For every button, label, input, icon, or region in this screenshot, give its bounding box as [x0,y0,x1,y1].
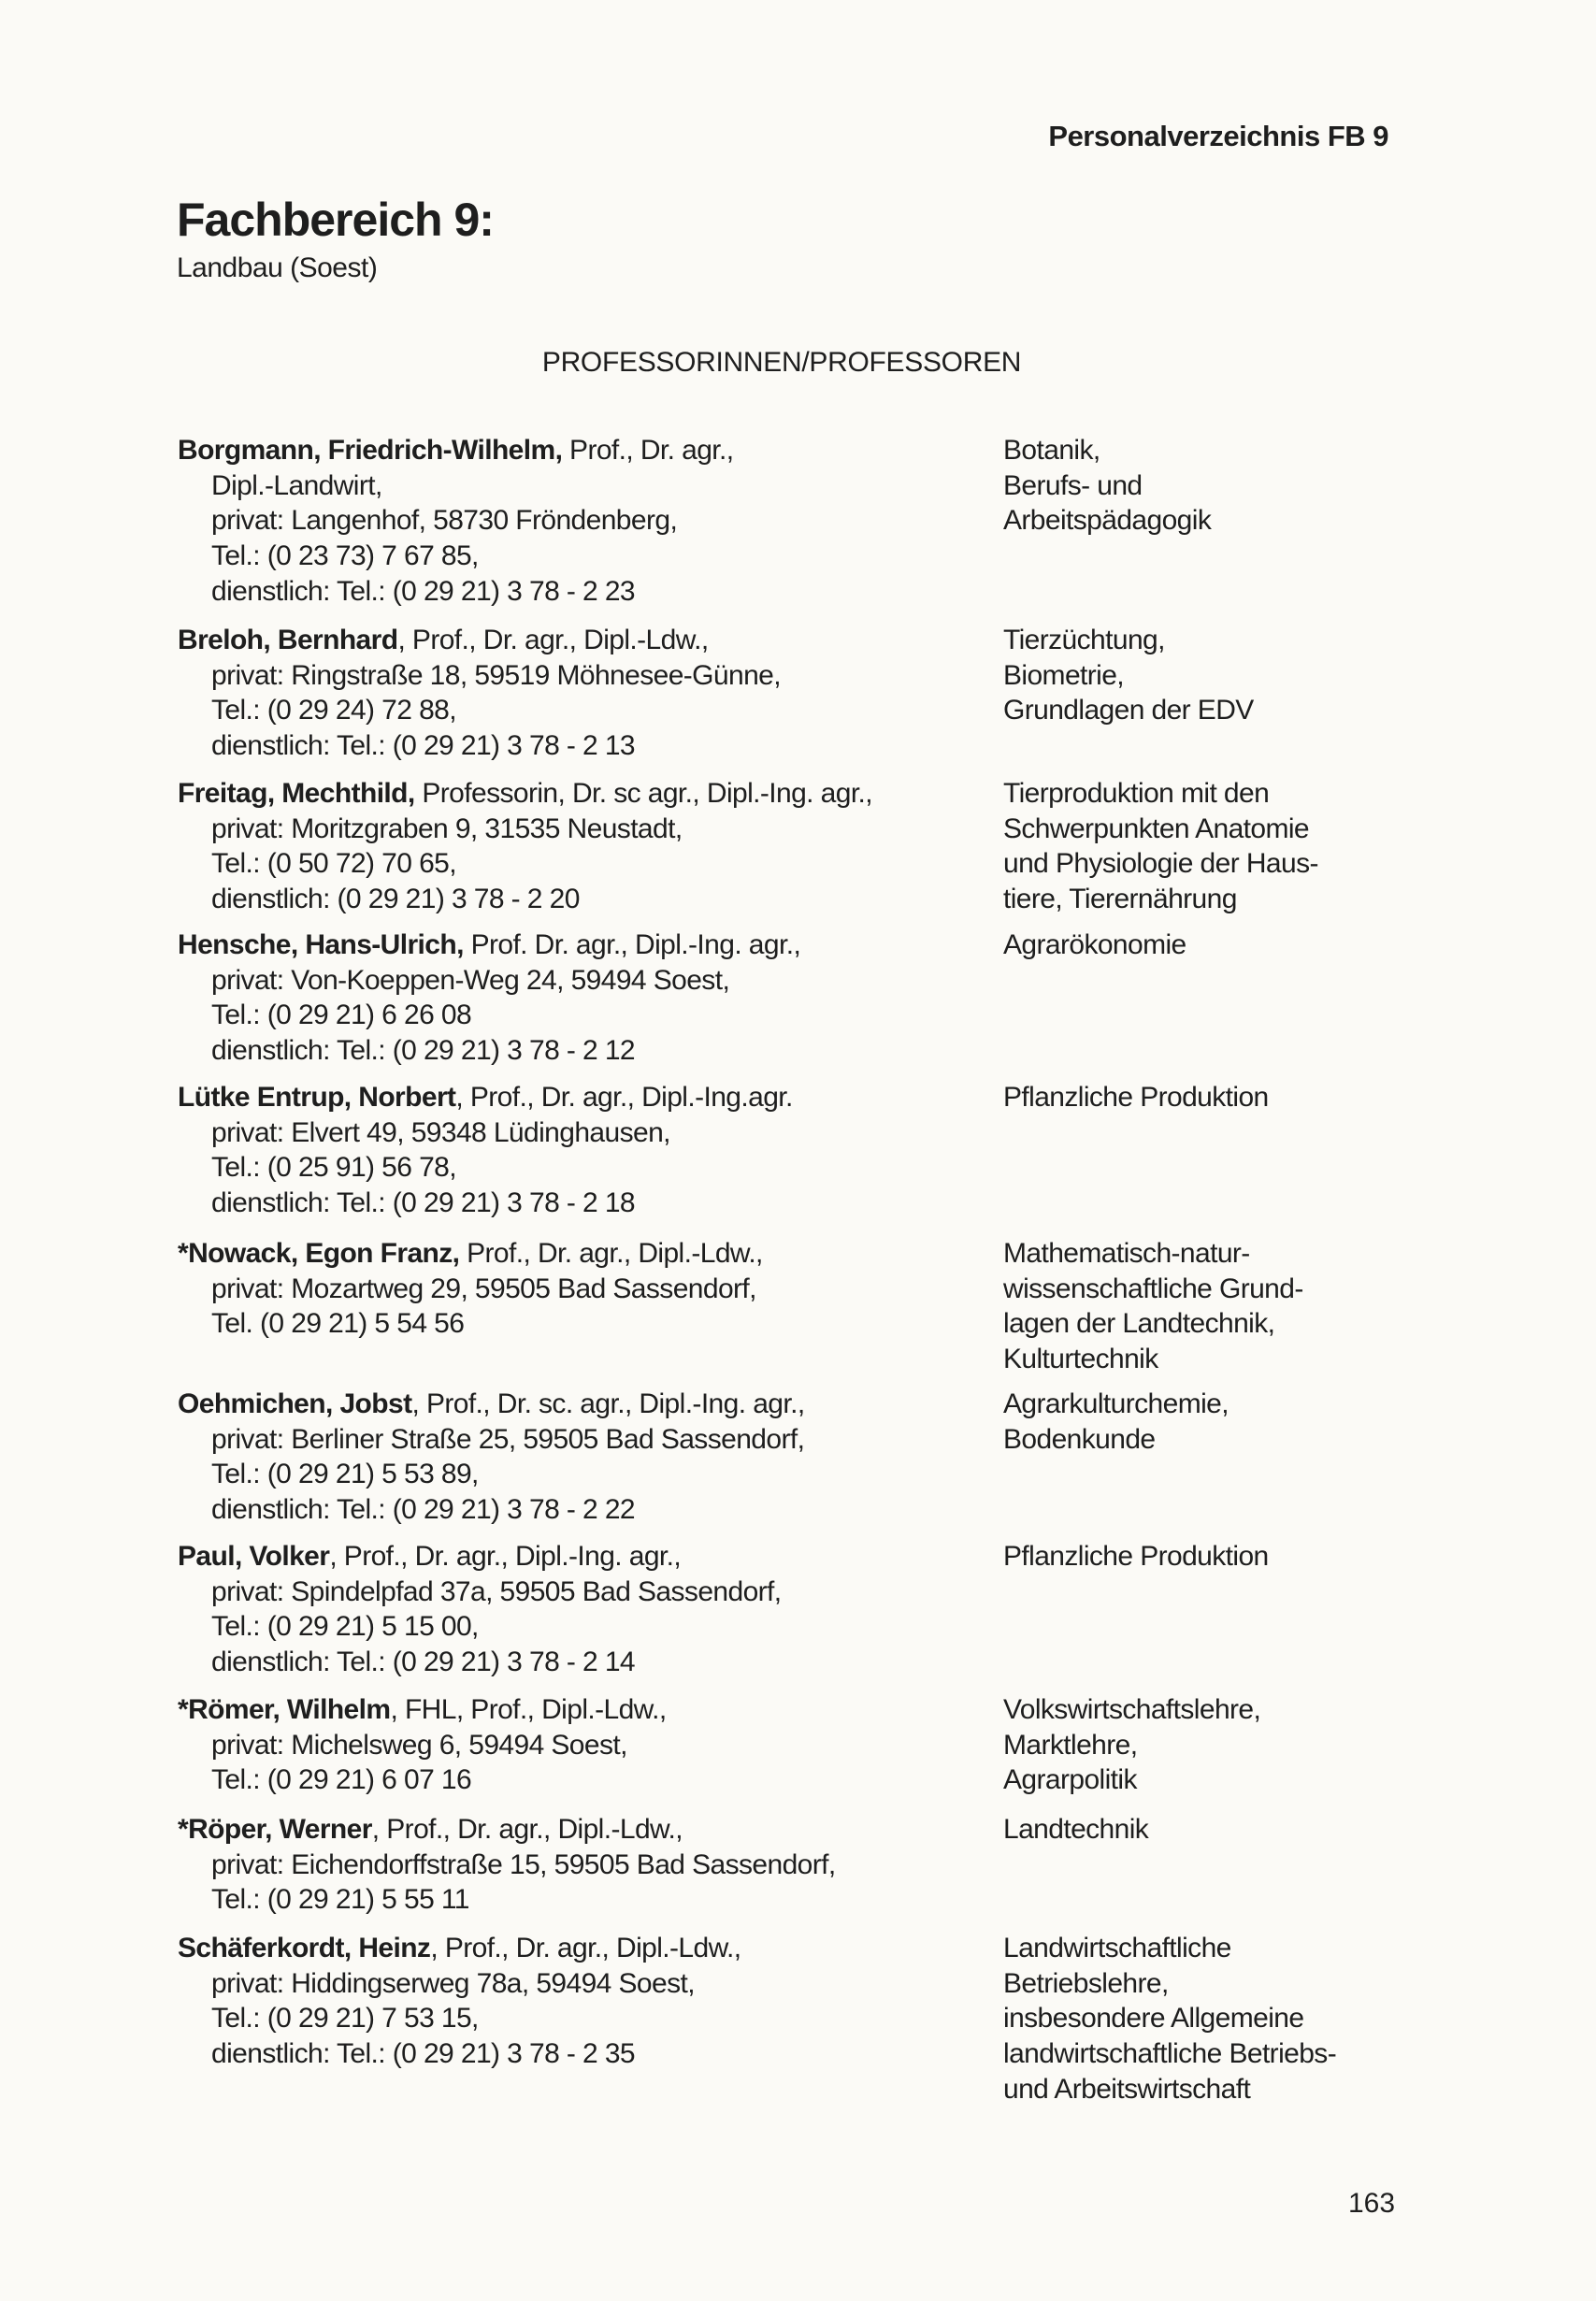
field-line: Pflanzliche Produktion [1003,1082,1269,1113]
entry-line: privat: Berliner Straße 25, 59505 Bad Sassendorf, [211,1423,805,1455]
entry-details [178,1692,1000,1798]
staff-name: Freitag, Mechthild, [178,778,415,809]
field-line: Bodenkunde [1003,1423,1156,1455]
field-line: Botanik, [1003,435,1100,466]
field-line: Tierproduktion mit den [1003,778,1270,809]
entry-field [1003,1080,1415,1115]
entry-field [1003,433,1415,539]
field-line: Tierzüchtung, [1003,625,1165,655]
entry-field [1003,1931,1415,2107]
field-line: Landwirtschaftliche [1003,1933,1231,1963]
entry-line: Tel.: (0 29 24) 72 88, [211,695,456,726]
staff-titles: , Prof., Dr. agr., Dipl.-Ldw., [371,1814,683,1845]
field-line: Grundlagen der EDV [1003,695,1254,726]
entry-line: Tel.: (0 29 21) 6 26 08 [211,999,472,1031]
entry-line: privat: Michelsweg 6, 59494 Soest, [211,1729,627,1761]
entry-field [1003,928,1415,963]
field-line: insbesondere Allgemeine [1003,2003,1304,2035]
staff-name: Hensche, Hans-Ulrich, [178,929,464,960]
entry-line: Tel.: (0 25 91) 56 78, [211,1152,456,1184]
staff-titles: , Prof., Dr. agr., Dipl.-Ldw., [397,625,709,655]
page-subtitle: Landbau (Soest) [177,252,378,283]
staff-titles: , FHL, Prof., Dipl.-Ldw., [390,1694,667,1725]
entry-first-line [178,1812,1000,1848]
entry-line: dienstlich: (0 29 21) 3 78 - 2 20 [211,884,580,915]
entry-details [178,1080,1000,1221]
entry-first-line [178,1236,1000,1272]
entry-line: privat: Moritzgraben 9, 31535 Neustadt, [211,813,683,844]
running-header: Personalverzeichnis FB 9 [1048,120,1388,152]
field-line: lagen der Landtechnik, [1003,1308,1275,1340]
field-line: Agrarpolitik [1003,1764,1137,1796]
entry-first-line [178,1539,1000,1575]
section-heading: PROFESSORINNEN/PROFESSOREN [541,347,1022,378]
entry-field [1003,1692,1415,1798]
field-line: Biometrie, [1003,659,1125,691]
entry-line: dienstlich: Tel.: (0 29 21) 3 78 - 2 13 [211,730,635,762]
entry-line: dienstlich: Tel.: (0 29 21) 3 78 - 2 14 [211,1647,635,1678]
staff-titles: , Prof., Dr. agr., Dipl.-Ldw., [430,1933,741,1963]
entry-first-line [178,1692,1000,1728]
field-line: Schwerpunkten Anatomie [1003,813,1310,844]
entry-field [1003,1812,1415,1848]
entry-field [1003,1387,1415,1457]
entry-line: Dipl.-Landwirt, [211,469,382,501]
entry-line: dienstlich: Tel.: (0 29 21) 3 78 - 2 22 [211,1494,635,1526]
staff-name: *Römer, Wilhelm [178,1694,391,1725]
field-line: Marktlehre, [1003,1729,1138,1761]
page-title: Fachbereich 9: [177,194,494,246]
staff-name: *Nowack, Egon Franz, [178,1238,460,1269]
staff-name: Oehmichen, Jobst [178,1388,412,1419]
staff-titles: , Prof., Dr. agr., Dipl.-Ing. agr., [329,1541,682,1572]
entry-line: privat: Von-Koeppen-Weg 24, 59494 Soest, [211,964,730,996]
entry-line: Tel.: (0 23 73) 7 67 85, [211,540,479,572]
entry-details [178,928,1000,1069]
field-line: tiere, Tierernährung [1003,884,1237,915]
staff-name: Breloh, Bernhard [178,625,398,655]
entry-line: privat: Ringstraße 18, 59519 Möhnesee-Günne, [211,659,781,691]
entry-line: privat: Elvert 49, 59348 Lüdinghausen, [211,1116,670,1148]
entry-field [1003,1539,1415,1575]
field-line: landwirtschaftliche Betriebs- [1003,2038,1337,2070]
field-line: Agrarkulturchemie, [1003,1388,1229,1419]
field-line: Kulturtechnik [1003,1344,1158,1375]
entry-line: Tel.: (0 29 21) 5 55 11 [211,1884,469,1916]
entry-first-line [178,1931,1000,1966]
entry-line: Tel.: (0 29 21) 6 07 16 [211,1764,472,1796]
entry-details [178,433,1000,610]
field-line: Volkswirtschaftslehre, [1003,1694,1261,1725]
field-line: Berufs- und [1003,469,1143,501]
entry-line: Tel.: (0 29 21) 7 53 15, [211,2003,479,2035]
entry-details [178,1387,1000,1528]
field-line: Betriebslehre, [1003,1967,1169,1999]
entry-details [178,623,1000,764]
staff-titles: Prof., Dr. agr., [562,435,734,466]
entry-line: privat: Mozartweg 29, 59505 Bad Sassendorf, [211,1273,756,1304]
entry-details [178,1236,1000,1342]
entry-first-line [178,1387,1000,1422]
staff-titles: Prof., Dr. agr., Dipl.-Ldw., [459,1238,763,1269]
staff-name: *Röper, Werner [178,1814,372,1845]
entry-first-line [178,1080,1000,1115]
entry-line: Tel.: (0 29 21) 5 15 00, [211,1611,479,1643]
entry-line: privat: Spindelpfad 37a, 59505 Bad Sassendorf, [211,1575,782,1607]
staff-name: Schäferkordt, Heinz [178,1933,431,1963]
entry-line: privat: Hiddingserweg 78a, 59494 Soest, [211,1967,695,1999]
entry-first-line [178,928,1000,963]
entry-line: dienstlich: Tel.: (0 29 21) 3 78 - 2 12 [211,1035,635,1067]
entry-line: privat: Eichendorffstraße 15, 59505 Bad Sassendorf, [211,1848,836,1880]
entry-first-line [178,776,1000,812]
entry-details [178,1812,1000,1918]
staff-name: Borgmann, Friedrich-Wilhelm, [178,435,563,466]
entry-line: dienstlich: Tel.: (0 29 21) 3 78 - 2 35 [211,2038,635,2070]
staff-name: Lütke Entrup, Norbert [178,1082,456,1113]
staff-titles: , Prof., Dr. sc. agr., Dipl.-Ing. agr., [411,1388,805,1419]
entry-line: Tel. (0 29 21) 5 54 56 [211,1308,465,1340]
entry-details [178,776,1000,917]
field-line: und Arbeitswirtschaft [1003,2073,1251,2105]
field-line: und Physiologie der Haus- [1003,848,1318,880]
entry-line: Tel.: (0 50 72) 70 65, [211,848,456,880]
field-line: Pflanzliche Produktion [1003,1541,1269,1572]
field-line: Landtechnik [1003,1814,1149,1845]
entry-first-line [178,433,1000,468]
entry-field [1003,1236,1415,1377]
entry-details [178,1539,1000,1680]
staff-titles: , Prof., Dr. agr., Dipl.-Ing.agr. [455,1082,793,1113]
staff-titles: Prof. Dr. agr., Dipl.-Ing. agr., [463,929,801,960]
field-line: Mathematisch-natur- [1003,1238,1250,1269]
page-number: 163 [1348,2188,1396,2219]
field-line: Arbeitspädagogik [1003,505,1212,537]
entry-field [1003,623,1415,728]
entry-line: dienstlich: Tel.: (0 29 21) 3 78 - 2 23 [211,575,635,607]
field-line: Agrarökonomie [1003,929,1186,960]
entry-line: dienstlich: Tel.: (0 29 21) 3 78 - 2 18 [211,1187,635,1219]
entry-line: privat: Langenhof, 58730 Fröndenberg, [211,505,678,537]
entry-field [1003,776,1415,917]
entry-first-line [178,623,1000,658]
entry-line: Tel.: (0 29 21) 5 53 89, [211,1459,479,1490]
staff-titles: Professorin, Dr. sc agr., Dipl.-Ing. agr., [414,778,873,809]
field-line: wissenschaftliche Grund- [1003,1273,1303,1304]
entry-details [178,1931,1000,2072]
staff-name: Paul, Volker [178,1541,330,1572]
